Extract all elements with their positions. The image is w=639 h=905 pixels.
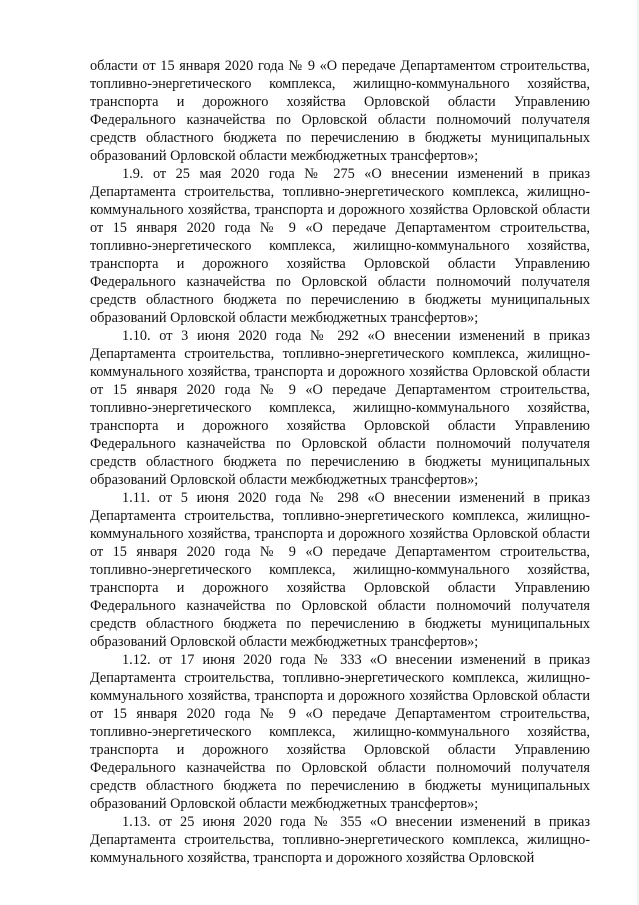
paragraph-item-1-12: 1.12. от 17 июня 2020 года № 333 «О внесении изменений в приказ Департамента строительства, топливно-энергетического комплекса, жилищно-коммунального хозяйства, транспорта и дорожного хозяйства Орловской области от 15 января 2020 года № 9 «О передаче Департаментом строительства, топливно-энергетического комплекса, жилищно-коммунального хозяйства, транспорта и дорожного хозяйства Орловской области Управлению Федерального казначейства по Орловской области полномочий получателя средств областного бюджета по перечислению в бюджеты муниципальных образований Орловской области межбюджетных трансфертов»; — [90, 652, 590, 812]
paragraph-continuation: области от 15 января 2020 года № 9 «О передаче Департаментом строительства, топливно-энергетического комплекса, жилищно-коммунального хозяйства, транспорта и дорожного хозяйства Орловской области Управлению Федерального казначейства по Орловской области полномочий получателя средств областного бюджета по перечислению в бюджеты муниципальных образований Орловской области межбюджетных трансфертов»; — [90, 58, 590, 164]
paragraph-item-1-9: 1.9. от 25 мая 2020 года № 275 «О внесении изменений в приказ Департамента строительства, топливно-энергетического комплекса, жилищно-коммунального хозяйства, транспорта и дорожного хозяйства Орловской области от 15 января 2020 года № 9 «О передаче Департаментом строительства, топливно-энергетического комплекса, жилищно-коммунального хозяйства, транспорта и дорожного хозяйства Орловской области Управлению Федерального казначейства по Орловской области полномочий получателя средств областного бюджета по перечислению в бюджеты муниципальных образований Орловской области межбюджетных трансфертов»; — [90, 166, 590, 326]
paragraph-item-1-10: 1.10. от 3 июня 2020 года № 292 «О внесении изменений в приказ Департамента строительства, топливно-энергетического комплекса, жилищно-коммунального хозяйства, транспорта и дорожного хозяйства Орловской области от 15 января 2020 года № 9 «О передаче Департаментом строительства, топливно-энергетического комплекса, жилищно-коммунального хозяйства, транспорта и дорожного хозяйства Орловской области Управлению Федерального казначейства по Орловской области полномочий получателя средств областного бюджета по перечислению в бюджеты муниципальных образований Орловской области межбюджетных трансфертов»; — [90, 328, 590, 488]
paragraph-item-1-11: 1.11. от 5 июня 2020 года № 298 «О внесении изменений в приказ Департамента строительства, топливно-энергетического комплекса, жилищно-коммунального хозяйства, транспорта и дорожного хозяйства Орловской области от 15 января 2020 года № 9 «О передаче Департаментом строительства, топливно-энергетического комплекса, жилищно-коммунального хозяйства, транспорта и дорожного хозяйства Орловской области Управлению Федерального казначейства по Орловской области полномочий получателя средств областного бюджета по перечислению в бюджеты муниципальных образований Орловской области межбюджетных трансфертов»; — [90, 490, 590, 650]
document-body — [90, 57, 590, 867]
paragraph-item-1-13: 1.13. от 25 июня 2020 года № 355 «О внесении изменений в приказ Департамента строительства, топливно-энергетического комплекса, жилищно-коммунального хозяйства, транспорта и дорожного хозяйства Орловской — [90, 814, 590, 866]
